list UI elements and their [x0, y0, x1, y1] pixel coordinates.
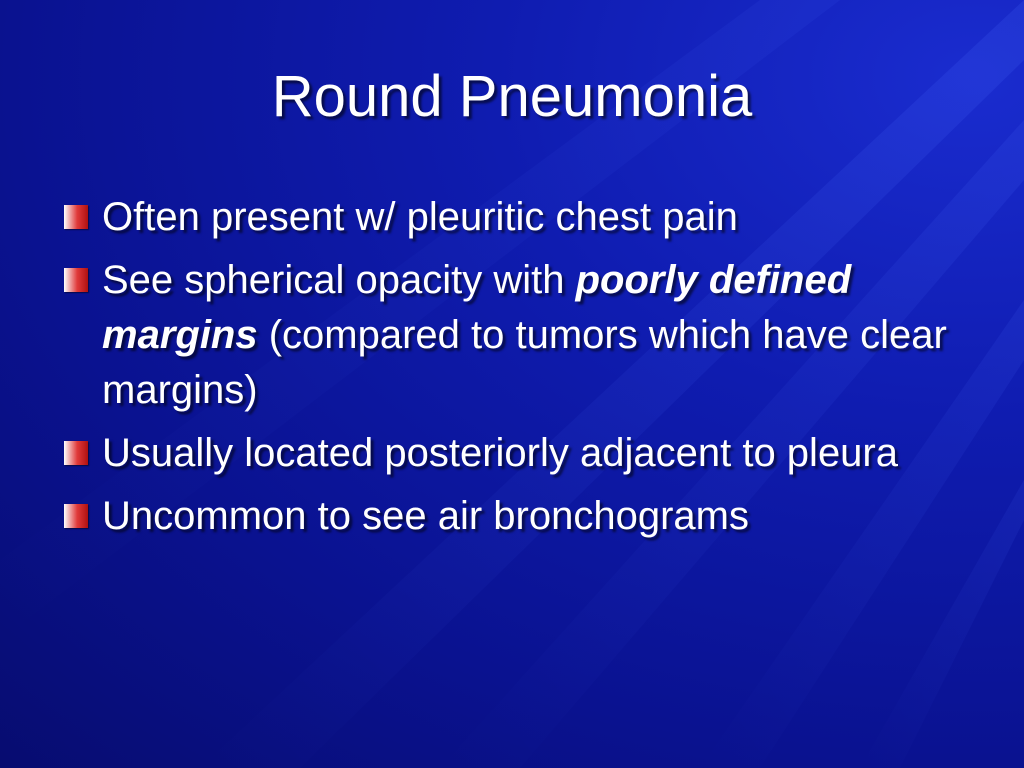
bullet-item [62, 253, 962, 418]
bullet-item [62, 426, 962, 481]
red-square-bullet-icon [64, 268, 88, 292]
bullet-text: (compared to tumors which have clear margins) [102, 313, 947, 412]
bullet-item [62, 489, 962, 544]
slide-title: Round Pneumonia [271, 64, 753, 129]
bullet-text: Usually located posteriorly adjacent to pleura [102, 431, 898, 475]
bullet-list [62, 190, 962, 552]
bullet-emphasis: poorly defined margins [102, 258, 852, 357]
bullet-text: Uncommon to see air bronchograms [102, 494, 749, 538]
red-square-bullet-icon [64, 504, 88, 528]
bullet-text: Often present w/ pleuritic chest pain [102, 195, 738, 239]
red-square-bullet-icon [64, 441, 88, 465]
bullet-text: See spherical opacity with [102, 258, 576, 302]
red-square-bullet-icon [64, 205, 88, 229]
bullet-item [62, 190, 962, 245]
